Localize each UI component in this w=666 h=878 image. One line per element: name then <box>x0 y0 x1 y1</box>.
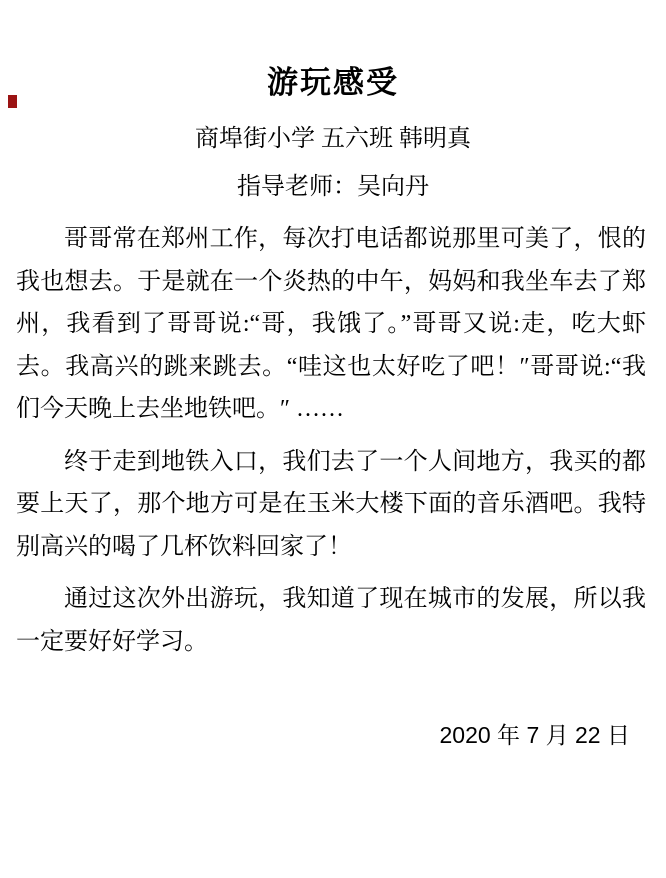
author-line: 商埠街小学 五六班 韩明真 <box>195 126 471 152</box>
text-line: 通过这次外出游玩，我知道了现在城市的发展，所以我 <box>64 586 646 612</box>
text-line: 要上天了，那个地方可是在玉米大楼下面的音乐酒吧。我特 <box>16 491 646 517</box>
teacher-line: 指导老师：吴向丹 <box>237 174 429 200</box>
date-line: 2020 年 7 月 22 日 <box>439 722 630 748</box>
essay-title: 游玩感受 <box>267 65 399 100</box>
text-line: 去。我高兴的跳来跳去。“哇这也太好吃了吧！″哥哥说:“我 <box>16 353 646 380</box>
text-line: 别高兴的喝了几杯饮料回家了！ <box>16 533 352 560</box>
text-line: 终于走到地铁入口，我们去了一个人间地方，我买的都 <box>64 448 646 475</box>
paragraph <box>16 578 646 663</box>
text-line: 我也想去。于是就在一个炎热的中午，妈妈和我坐车去了郑 <box>16 268 646 295</box>
red-corner-mark <box>8 95 17 108</box>
essay-body <box>16 218 646 663</box>
essay-document <box>0 62 666 878</box>
document-page <box>0 62 666 878</box>
text-line: 们今天晚上去坐地铁吧。″ …… <box>16 396 344 422</box>
text-line: 一定要好好学习。 <box>16 628 208 655</box>
text-line: 哥哥常在郑州工作，每次打电话都说那里可美了，恨的 <box>64 226 646 252</box>
text-line: 州，我看到了哥哥说:“哥，我饿了。”哥哥又说:走，吃大虾 <box>16 311 646 337</box>
paragraph <box>16 441 646 569</box>
paragraph <box>16 218 646 431</box>
